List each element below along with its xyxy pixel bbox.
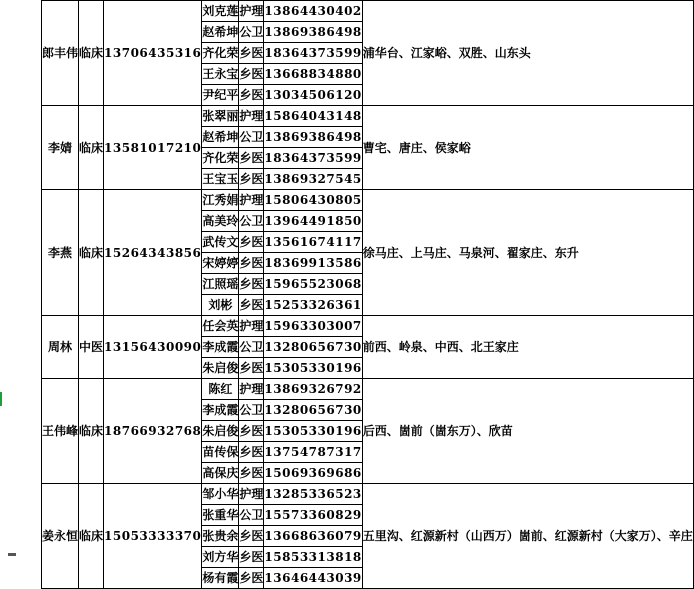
member-phone-cell[interactable]: 13034506120 <box>264 85 362 106</box>
member-phone-cell[interactable]: 15853313818 <box>264 547 362 568</box>
member-name-cell[interactable]: 赵希坤 <box>202 127 239 148</box>
member-name-cell[interactable]: 张重华 <box>202 505 239 526</box>
doctor-phone-cell[interactable]: 15053333370 <box>104 484 202 589</box>
service-area-cell[interactable]: 浦华台、江家峪、双胜、山东头 <box>362 1 693 106</box>
table-row <box>42 484 694 505</box>
member-name-cell[interactable]: 尹纪平 <box>202 85 239 106</box>
member-role-cell[interactable]: 乡医 <box>239 253 264 274</box>
member-role-cell[interactable]: 公卫 <box>239 400 264 421</box>
member-name-cell[interactable]: 杨有霞 <box>202 568 239 589</box>
member-role-cell[interactable]: 护理 <box>239 379 264 400</box>
doctor-phone-cell[interactable]: 13706435316 <box>104 1 202 106</box>
department-cell[interactable]: 中医 <box>79 316 104 379</box>
selection-marker <box>0 392 2 406</box>
member-name-cell[interactable]: 赵希坤 <box>202 22 239 43</box>
member-name-cell[interactable]: 刘克莲 <box>202 1 239 22</box>
department-cell[interactable]: 临床 <box>79 484 104 589</box>
member-role-cell[interactable]: 护理 <box>239 484 264 505</box>
member-phone-cell[interactable]: 15806430805 <box>264 190 362 211</box>
member-phone-cell[interactable]: 18364373599 <box>264 148 362 169</box>
member-name-cell[interactable]: 宋婷婷 <box>202 253 239 274</box>
table-row <box>42 190 694 211</box>
member-phone-cell[interactable]: 15963303007 <box>264 316 362 337</box>
doctor-phone-cell[interactable]: 13156430090 <box>104 316 202 379</box>
member-phone-cell[interactable]: 13754787317 <box>264 442 362 463</box>
service-area-cell[interactable]: 后西、崮前（崮东万）、欣苗 <box>362 379 693 484</box>
member-role-cell[interactable]: 乡医 <box>239 442 264 463</box>
doctor-name-cell[interactable]: 郎丰伟 <box>42 1 79 106</box>
table-row <box>42 1 694 22</box>
member-role-cell[interactable]: 乡医 <box>239 274 264 295</box>
member-name-cell[interactable]: 王宝玉 <box>202 169 239 190</box>
member-phone-cell[interactable]: 13561674117 <box>264 232 362 253</box>
service-area-cell[interactable]: 五里沟、红源新村（山西万）崮前、红源新村（大家万）、辛庄 <box>362 484 693 589</box>
member-name-cell[interactable]: 陈红 <box>202 379 239 400</box>
member-phone-cell[interactable]: 13668636079 <box>264 526 362 547</box>
table-row <box>42 316 694 337</box>
member-role-cell[interactable]: 乡医 <box>239 463 264 484</box>
member-name-cell[interactable]: 任会英 <box>202 316 239 337</box>
member-role-cell[interactable]: 护理 <box>239 106 264 127</box>
member-phone-cell[interactable]: 13280656730 <box>264 337 362 358</box>
member-role-cell[interactable]: 乡医 <box>239 232 264 253</box>
table-row <box>42 379 694 400</box>
doctor-name-cell[interactable]: 李婧 <box>42 106 79 190</box>
doctor-phone-cell[interactable]: 15264343856 <box>104 190 202 316</box>
family-doctor-team-table <box>41 0 694 589</box>
member-phone-cell[interactable]: 15965523068 <box>264 274 362 295</box>
member-role-cell[interactable]: 乡医 <box>239 169 264 190</box>
member-phone-cell[interactable]: 13869386498 <box>264 22 362 43</box>
member-name-cell[interactable]: 刘方华 <box>202 547 239 568</box>
member-phone-cell[interactable]: 13646443039 <box>264 568 362 589</box>
member-phone-cell[interactable]: 13964491850 <box>264 211 362 232</box>
member-name-cell[interactable]: 朱启俊 <box>202 358 239 379</box>
member-name-cell[interactable]: 苗传保 <box>202 442 239 463</box>
member-phone-cell[interactable]: 18369913586 <box>264 253 362 274</box>
department-cell[interactable]: 临床 <box>79 190 104 316</box>
service-area-cell[interactable]: 徐马庄、上马庄、马泉河、翟家庄、东升 <box>362 190 693 316</box>
doctor-phone-cell[interactable]: 18766932768 <box>104 379 202 484</box>
member-role-cell[interactable]: 乡医 <box>239 526 264 547</box>
member-name-cell[interactable]: 朱启俊 <box>202 421 239 442</box>
member-phone-cell[interactable]: 15864043148 <box>264 106 362 127</box>
doctor-name-cell[interactable]: 王伟峰 <box>42 379 79 484</box>
member-role-cell[interactable]: 公卫 <box>239 22 264 43</box>
member-name-cell[interactable]: 高保庆 <box>202 463 239 484</box>
member-phone-cell[interactable]: 13869327545 <box>264 169 362 190</box>
member-role-cell[interactable]: 乡医 <box>239 295 264 316</box>
service-area-cell[interactable]: 曹宅、唐庄、侯家峪 <box>362 106 693 190</box>
member-name-cell[interactable]: 刘彬 <box>202 295 239 316</box>
member-role-cell[interactable]: 乡医 <box>239 43 264 64</box>
member-phone-cell[interactable]: 15253326361 <box>264 295 362 316</box>
doctor-phone-cell[interactable]: 13581017210 <box>104 106 202 190</box>
doctor-name-cell[interactable]: 周林 <box>42 316 79 379</box>
doctor-name-cell[interactable]: 姜永恒 <box>42 484 79 589</box>
member-role-cell[interactable]: 公卫 <box>239 211 264 232</box>
member-phone-cell[interactable]: 13668834880 <box>264 64 362 85</box>
member-phone-cell[interactable]: 13869386498 <box>264 127 362 148</box>
member-role-cell[interactable]: 公卫 <box>239 337 264 358</box>
table-row <box>42 106 694 127</box>
member-role-cell[interactable]: 乡医 <box>239 358 264 379</box>
member-phone-cell[interactable]: 13280656730 <box>264 400 362 421</box>
member-name-cell[interactable]: 齐化荣 <box>202 148 239 169</box>
member-name-cell[interactable]: 李成霞 <box>202 400 239 421</box>
member-name-cell[interactable]: 高美玲 <box>202 211 239 232</box>
member-name-cell[interactable]: 邹小华 <box>202 484 239 505</box>
member-name-cell[interactable]: 李成霞 <box>202 337 239 358</box>
member-role-cell[interactable]: 公卫 <box>239 505 264 526</box>
member-phone-cell[interactable]: 18364373599 <box>264 43 362 64</box>
member-name-cell[interactable]: 齐化荣 <box>202 43 239 64</box>
member-role-cell[interactable]: 乡医 <box>239 568 264 589</box>
member-role-cell[interactable]: 护理 <box>239 1 264 22</box>
member-role-cell[interactable]: 公卫 <box>239 127 264 148</box>
member-name-cell[interactable]: 江秀娟 <box>202 190 239 211</box>
member-name-cell[interactable]: 武传文 <box>202 232 239 253</box>
member-role-cell[interactable]: 乡医 <box>239 85 264 106</box>
department-cell[interactable]: 临床 <box>79 379 104 484</box>
member-phone-cell[interactable]: 15069369686 <box>264 463 362 484</box>
member-role-cell[interactable]: 乡医 <box>239 64 264 85</box>
member-phone-cell[interactable]: 13869326792 <box>264 379 362 400</box>
member-phone-cell[interactable]: 15305330196 <box>264 358 362 379</box>
member-name-cell[interactable]: 王永宝 <box>202 64 239 85</box>
member-role-cell[interactable]: 护理 <box>239 190 264 211</box>
service-area-cell[interactable]: 前西、岭泉、中西、北王家庄 <box>362 316 693 379</box>
member-phone-cell[interactable]: 15573360829 <box>264 505 362 526</box>
member-phone-cell[interactable]: 13864430402 <box>264 1 362 22</box>
member-phone-cell[interactable]: 13285336523 <box>264 484 362 505</box>
member-role-cell[interactable]: 乡医 <box>239 547 264 568</box>
member-phone-cell[interactable]: 15305330196 <box>264 421 362 442</box>
member-role-cell[interactable]: 乡医 <box>239 421 264 442</box>
member-name-cell[interactable]: 张贵余 <box>202 526 239 547</box>
member-name-cell[interactable]: 江照瑶 <box>202 274 239 295</box>
member-name-cell[interactable]: 张翠丽 <box>202 106 239 127</box>
department-cell[interactable]: 临床 <box>79 106 104 190</box>
member-role-cell[interactable]: 护理 <box>239 316 264 337</box>
member-role-cell[interactable]: 乡医 <box>239 148 264 169</box>
gutter-marker <box>8 553 16 556</box>
department-cell[interactable]: 临床 <box>79 1 104 106</box>
doctor-name-cell[interactable]: 李燕 <box>42 190 79 316</box>
row-header-gutter <box>0 0 42 561</box>
